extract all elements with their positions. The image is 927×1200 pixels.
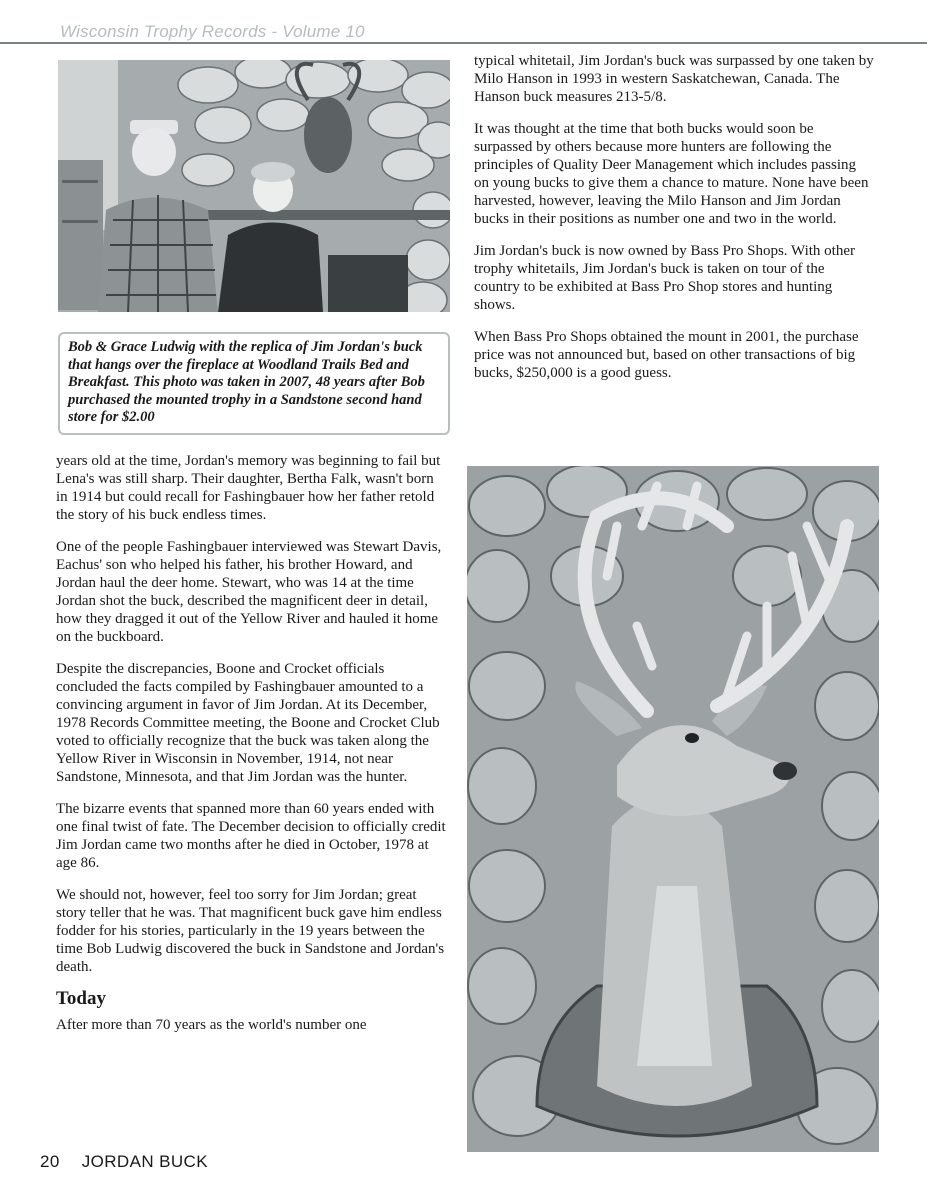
subheading-today: Today	[56, 988, 106, 1009]
photo-caption: Bob & Grace Ludwig with the replica of Jim Jordan's buck that hangs over the fireplace at Woodland Trails Bed and Breakfast. This photo was taken in 2007, 48 years after Bob purchased the mounted trophy in a Sandstone second hand store for $2.00	[58, 332, 450, 435]
page-footer	[40, 1152, 208, 1172]
paragraph: We should not, however, feel too sorry for Jim Jordan; great story teller that he was. That magnificent buck gave him endless fodder for his stories, particularly in the 19 years between the time Bob Ludwig discovered the buck in Sandstone and Jordan's death.	[56, 887, 445, 975]
running-header: Wisconsin Trophy Records - Volume 10	[60, 22, 365, 41]
paragraph: The bizarre events that spanned more than 60 years ended with one final twist of fate. The December decision to officially credit Jim Jordan came two months after he died in October, 1978 at age 86.	[56, 801, 446, 871]
left-column	[56, 452, 448, 1048]
paragraph: After more than 70 years as the world's number one	[56, 1017, 367, 1033]
paragraph: Jim Jordan's buck is now owned by Bass Pro Shops. With other trophy whitetails, Jim Jordan's buck is taken on tour of the country to be exhibited at Bass Pro Shop stores and hunting shows.	[474, 243, 855, 313]
photo-ludwigs-fireplace	[58, 60, 450, 312]
paragraph: years old at the time, Jordan's memory was beginning to fail but Lena's was still sharp. Their daughter, Bertha Falk, wasn't born in 1914 but could recall for Fashingbauer how her father retold the story of his buck endless times.	[56, 453, 441, 523]
paragraph: It was thought at the time that both bucks would soon be surpassed by others because more hunters are following the principles of Quality Deer Management which includes passing on young bucks to give them a chance to mature. None have been harvested, however, leaving the Milo Hanson and Jim Jordan bucks in their positions as number one and two in the world.	[474, 121, 869, 227]
page-number: 20	[40, 1152, 60, 1171]
paragraph: typical whitetail, Jim Jordan's buck was surpassed by one taken by Milo Hanson in 1993 in western Saskatchewan, Canada. The Hanson buck measures 213-5/8.	[474, 53, 874, 105]
paragraph: One of the people Fashingbauer interviewed was Stewart Davis, Eachus' son who helped his father, his brother Howard, and Jordan haul the deer home. Stewart, who was 14 at the time Jordan shot the buck, described the magnificent deer in detail, how they dragged it out of the Yellow River and hauled it home on the buckboard.	[56, 539, 442, 645]
header-rule	[0, 42, 927, 44]
section-title: JORDAN BUCK	[81, 1152, 208, 1171]
photo-trophy-buck-mount	[467, 466, 879, 1152]
paragraph: When Bass Pro Shops obtained the mount in 2001, the purchase price was not announced but, based on other transactions of big bucks, $250,000 is a good guess.	[474, 329, 859, 381]
paragraph: Despite the discrepancies, Boone and Crocket officials concluded the facts compiled by Fashingbauer amounted to a convincing argument in favor of Jim Jordan. At its December, 1978 Records Committee meeting, the Boone and Crocket Club voted to officially recognize that the buck was taken along the Yellow River in Wisconsin in November, 1914, not near Sandstone, Minnesota, and that Jim Jordan was the hunter.	[56, 661, 440, 785]
right-column	[474, 52, 874, 396]
